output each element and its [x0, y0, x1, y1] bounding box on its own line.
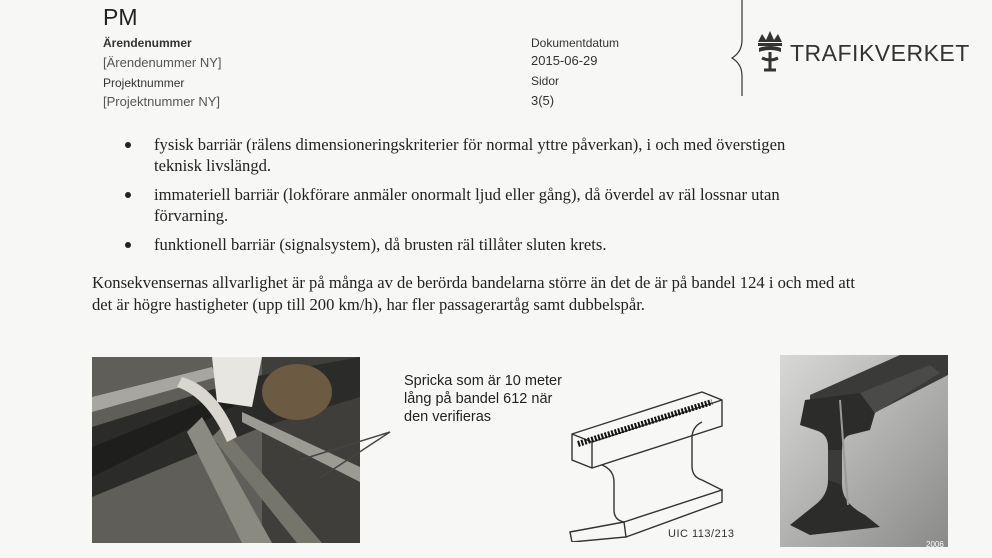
bullet-list	[116, 134, 836, 263]
callout-arrows	[290, 420, 400, 480]
projekt-value: [Projektnummer NY]	[103, 94, 221, 109]
projekt-label: Projektnummer	[103, 76, 185, 90]
datum-label: Dokumentdatum	[531, 36, 620, 50]
bullet-dot	[125, 142, 131, 148]
header-separator-curve	[728, 0, 754, 96]
list-item	[116, 234, 836, 255]
trafikverket-logo-text: TRAFIKVERKET	[790, 40, 970, 66]
photo-year: 2006	[926, 540, 944, 549]
rail-profile-crack-drawing	[562, 382, 772, 542]
crack-callout-text: Spricka som är 10 meter lång på bandel 612 när den verifieras	[404, 373, 562, 425]
bullet-dot	[125, 242, 131, 248]
broken-rail-closeup-photo	[780, 355, 948, 547]
datum-value: 2015-06-29	[531, 53, 598, 68]
bullet-dot	[125, 192, 131, 198]
arende-value: [Ärendenummer NY]	[103, 55, 222, 70]
sidor-value: 3(5)	[531, 93, 555, 108]
bullet-text: funktionell barriär (signalsystem), då brusten räl tillåter sluten krets.	[154, 235, 607, 254]
bullet-text: fysisk barriär (rälens dimensioneringskriterier för normal yttre påverkan), i och med överstigen teknisk livslängd.	[154, 135, 786, 175]
crown-logo-icon	[752, 28, 788, 76]
bullet-text: immateriell barriär (lokförare anmäler onormalt ljud eller gång), då överdel av räl lossnar utan förvarning.	[154, 185, 780, 225]
list-item	[116, 134, 836, 176]
sidor-label: Sidor	[531, 74, 560, 88]
arende-label: Ärendenummer	[103, 36, 192, 50]
body-paragraph: Konsekvensernas allvarlighet är på många av de berörda bandelarna större än det de är på bandel 124 i och med att det är högre hastigheter (upp till 200 km/h), har fler passagerartåg samt dubbelspår.	[92, 273, 855, 314]
document-type-title: PM	[103, 4, 138, 30]
drawing-caption: UIC 113/213	[668, 528, 735, 540]
list-item	[116, 184, 836, 226]
